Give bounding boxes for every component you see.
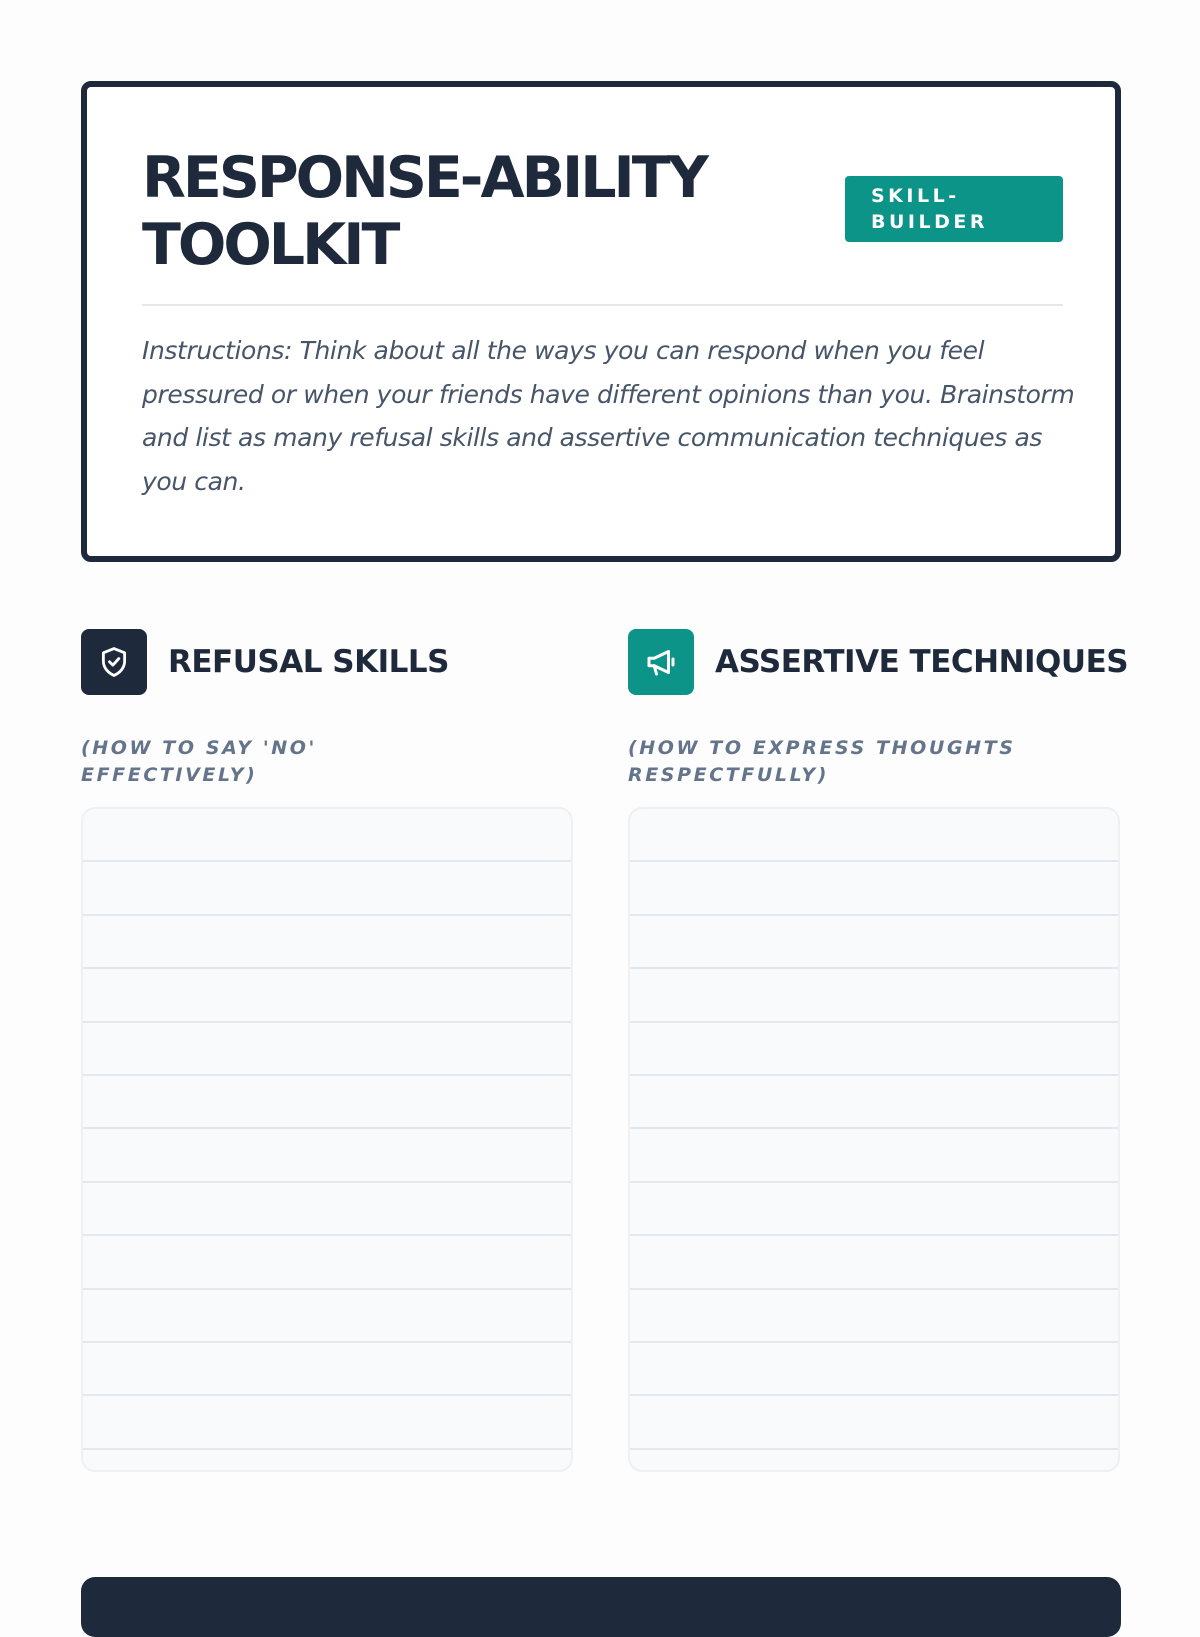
megaphone-icon	[628, 629, 694, 695]
writing-line[interactable]	[630, 809, 1118, 862]
writing-line[interactable]	[83, 969, 571, 1022]
writing-line[interactable]	[630, 1236, 1118, 1289]
writing-line[interactable]	[83, 1396, 571, 1449]
badge-line-1: SKILL-	[871, 185, 960, 207]
writing-line[interactable]	[83, 916, 571, 969]
writing-line[interactable]	[83, 1129, 571, 1182]
page-title	[142, 145, 706, 279]
writing-line[interactable]	[630, 1023, 1118, 1076]
writing-lines-area[interactable]	[628, 807, 1120, 1472]
header-divider	[142, 304, 1063, 306]
writing-line[interactable]	[630, 1076, 1118, 1129]
assertive-techniques-section	[628, 629, 1129, 1472]
refusal-skills-section	[81, 629, 573, 1472]
writing-line[interactable]	[83, 1183, 571, 1236]
header-card	[81, 81, 1121, 562]
writing-line[interactable]	[83, 1450, 571, 1470]
writing-line[interactable]	[83, 1236, 571, 1289]
title-line-2: TOOLKIT	[142, 212, 398, 278]
writing-line[interactable]	[630, 969, 1118, 1022]
writing-line[interactable]	[83, 1023, 571, 1076]
shield-check-icon	[81, 629, 147, 695]
writing-line[interactable]	[83, 1343, 571, 1396]
writing-lines-area[interactable]	[81, 807, 573, 1472]
writing-line[interactable]	[83, 1290, 571, 1343]
writing-line[interactable]	[83, 1076, 571, 1129]
writing-line[interactable]	[630, 916, 1118, 969]
writing-line[interactable]	[630, 1290, 1118, 1343]
writing-line[interactable]	[83, 809, 571, 862]
skill-builder-badge	[845, 176, 1063, 242]
section-subtitle: (HOW TO EXPRESS THOUGHTS RESPECTFULLY)	[628, 737, 1016, 786]
section-title: ASSERTIVE TECHNIQUES	[715, 644, 1129, 680]
writing-line[interactable]	[630, 862, 1118, 915]
section-header	[81, 629, 573, 695]
writing-line[interactable]	[630, 1183, 1118, 1236]
section-subtitle: (HOW TO SAY 'NO' EFFECTIVELY)	[81, 737, 317, 786]
footer-bar	[81, 1577, 1121, 1637]
instructions-text: Instructions: Think about all the ways you can respond when you feel pressured or when your friends have different opinions than you. Brainstorm and list as many refusal skills and assertive communication techniques as you can.	[142, 336, 1075, 496]
writing-line[interactable]	[630, 1129, 1118, 1182]
writing-line[interactable]	[630, 1450, 1118, 1470]
section-title: REFUSAL SKILLS	[168, 644, 449, 680]
title-line-1: RESPONSE-ABILITY	[142, 145, 706, 211]
writing-line[interactable]	[630, 1343, 1118, 1396]
section-header	[628, 629, 1129, 695]
writing-line[interactable]	[83, 862, 571, 915]
badge-line-2: BUILDER	[871, 211, 988, 233]
writing-line[interactable]	[630, 1396, 1118, 1449]
